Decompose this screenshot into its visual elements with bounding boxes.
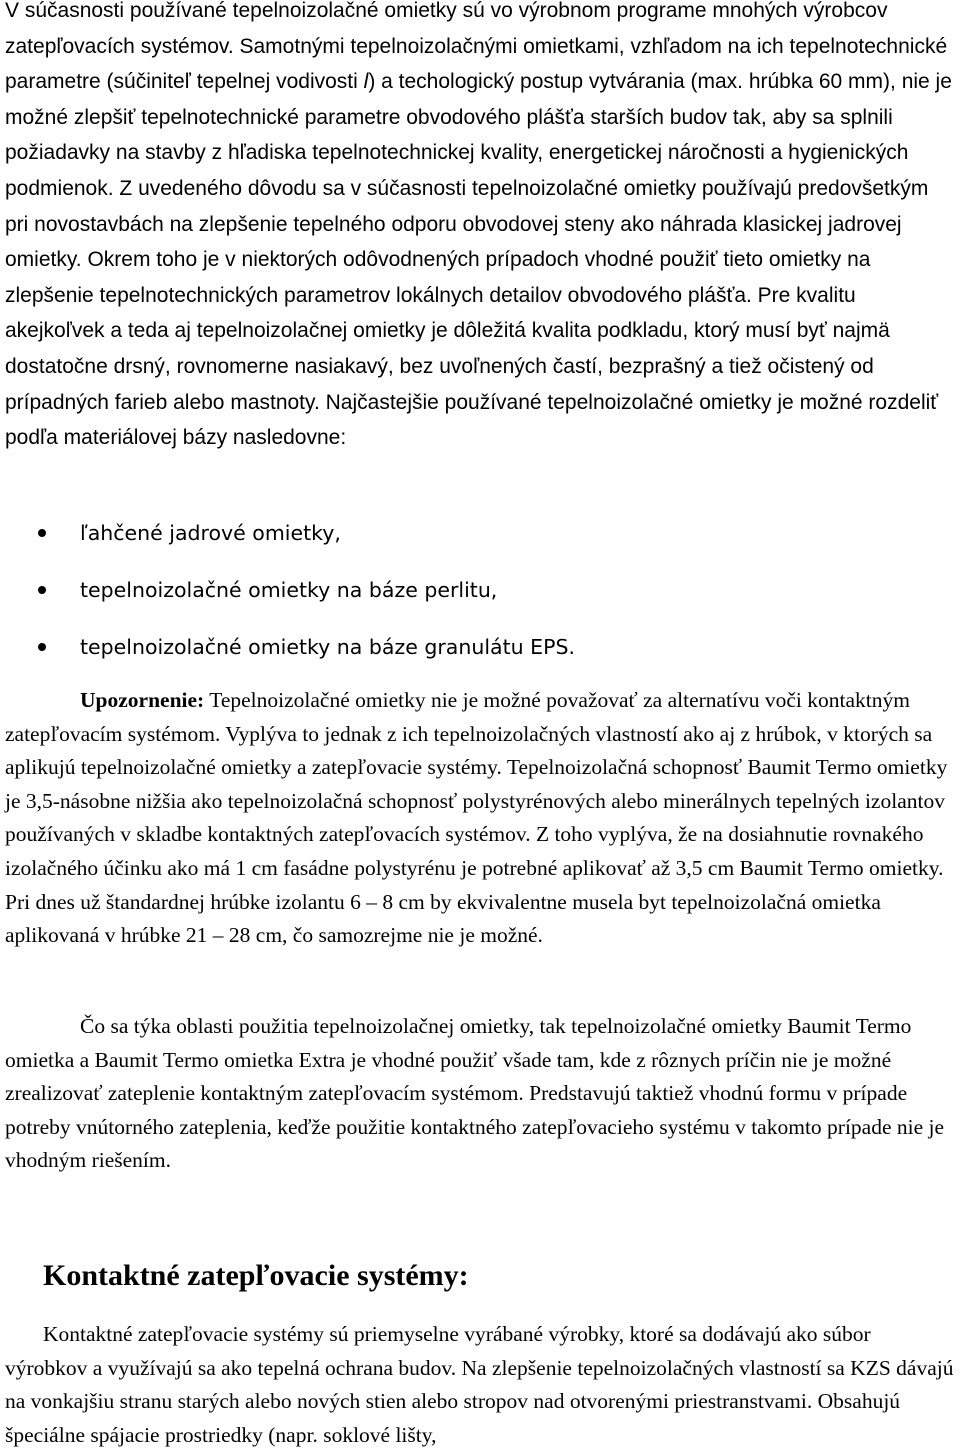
bullet-icon xyxy=(38,586,46,594)
list-item-text: ľahčené jadrové omietky, xyxy=(80,521,341,545)
intro-text-1: V súčasnosti používané tepelnoizolačné omietky sú vo výrobnom programe mnohých výrobcov zatepľovacích systémov. Samotnými tepelnoizolačnými omietkami, vzhľadom na ich tepelnotechnické parametre (súčiniteľ tepelnej vodivosti xyxy=(5,0,948,94)
section-heading: Kontaktné zatepľovacie systémy: xyxy=(43,1259,469,1292)
notice-paragraph xyxy=(5,684,957,953)
bullet-icon xyxy=(38,529,46,537)
section-indent xyxy=(5,1322,43,1346)
notice-indent xyxy=(5,688,80,712)
intro-paragraph xyxy=(5,0,957,456)
usage-paragraph xyxy=(5,1010,957,1178)
list-item-text: tepelnoizolačné omietky na báze perlitu, xyxy=(80,578,498,602)
section-text: Kontaktné zatepľovacie systémy sú priemyselne vyrábané výrobky, ktoré sa dodávajú ako súbor výrobkov a využívajú sa ako tepelná ochrana budov. Na zlepšenie tepelnoizolačných vlastností sa KZS dávajú na vonkajšiu stranu starých alebo nových stien alebo stropov nad otvorenými priestranstvami. Obsahujú špeciálne spájacie prostriedky (napr. soklové lišty, xyxy=(5,1322,954,1447)
list-item-text: tepelnoizolačné omietky na báze granulátu EPS. xyxy=(80,635,575,659)
bullet-icon xyxy=(38,643,46,651)
usage-text: Čo sa týka oblasti použitia tepelnoizolačnej omietky, tak tepelnoizolačné omietky Baumit Termo omietka a Baumit Termo omietka Extra je vhodné použiť všade tam, kde z rôznych príčin nie je možné zrealizovať zateplenie kontaktným zatepľovacím systémom. Predstavujú taktiež vhodnú formu v prípade potreby vnútorného zateplenia, keďže použitie kontaktného zatepľovacieho systému v takomto prípade nie je vhodným riešením. xyxy=(5,1014,945,1173)
lambda-symbol: l xyxy=(363,70,369,94)
usage-indent xyxy=(5,1014,80,1038)
section-paragraph xyxy=(5,1318,957,1452)
notice-label: Upozornenie: xyxy=(80,688,205,712)
intro-text-2: ) a techologický postup vytvárania (max. hrúbka 60 mm), nie je možné zlepšiť tepelnotechnické parametre obvodového plášťa starších budov tak, aby sa splnili požiadavky na stavby z hľadiska tepelnotechnickej kvality, energetickej náročnosti a hygienických podmienok. Z uvedeného dôvodu sa v súčasnosti tepelnoizolačné omietky používajú predovšetkým pri novostavbách na zlepšenie tepelného odporu obvodovej steny ako náhrada klasickej jadrovej omietky. Okrem toho je v niektorých odôvodnených prípadoch vhodné použiť tieto omietky na zlepšenie tepelnotechnických parametrov lokálnych detailov obvodového plášťa. Pre kvalitu akejkoľvek a teda aj tepelnoizolačnej omietky je dôležitá kvalita podkladu, ktorý musí byť najmä dostatočne drsný, rovnomerne nasiakavý, bez uvoľnených častí, bezprašný a tiež očistený od prípadných farieb alebo mastnoty. Najčastejšie používané tepelnoizolačné omietky je možné rozdeliť podľa materiálovej bázy nasledovne: xyxy=(5,70,952,450)
notice-text: Tepelnoizolačné omietky nie je možné považovať za alternatívu voči kontaktným zatepľovacím systémom. Vyplýva to jednak z ich tepelnoizolačných vlastností ako aj z hrúbok, v ktorých sa aplikujú tepelnoizolačné omietky a zatepľovacie systémy. Tepelnoizolačná schopnosť Baumit Termo omietky je 3,5-násobne nižšia ako tepelnoizolačná schopnosť polystyrénových alebo minerálnych tepelných izolantov používaných v skladbe kontaktných zatepľovacích systémov. Z toho vyplýva, že na dosiahnutie rovnakého izolačného účinku ako má 1 cm fasádne polystyrénu je potrebné aplikovať až 3,5 cm Baumit Termo omietky. Pri dnes už štandardnej hrúbke izolantu 6 – 8 cm by ekvivalentne musela byt tepelnoizolačná omietka aplikovaná v hrúbke 21 – 28 cm, čo samozrejme nie je možné. xyxy=(5,688,948,948)
